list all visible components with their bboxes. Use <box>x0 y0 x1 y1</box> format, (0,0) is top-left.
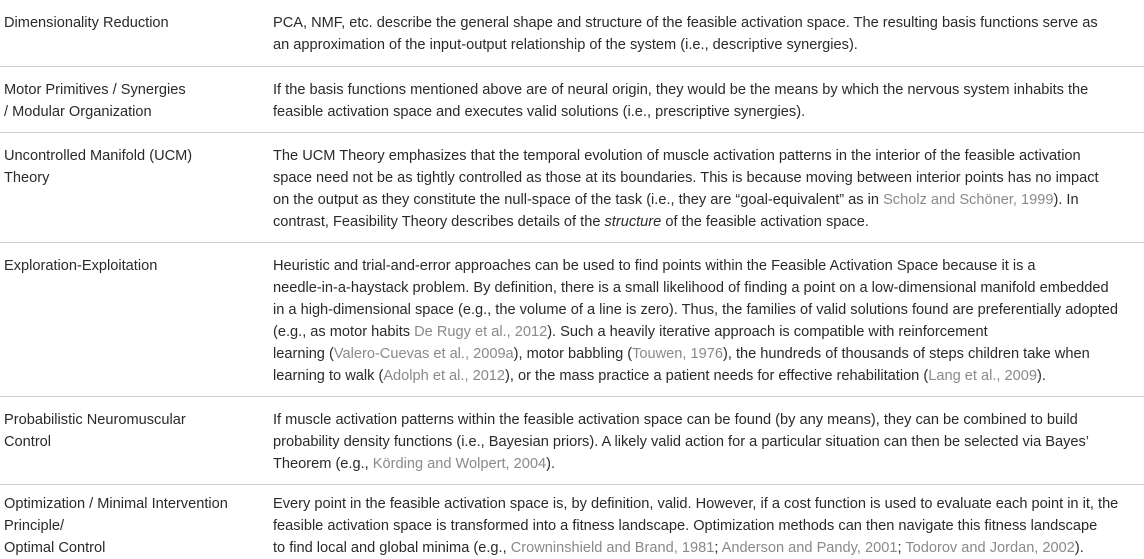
citation-link[interactable]: Scholz and Schöner, 1999 <box>883 192 1054 208</box>
table-row <box>0 484 1144 556</box>
row-description <box>273 12 1141 56</box>
row-term <box>4 493 236 559</box>
description-line <box>273 12 1141 34</box>
description-line <box>273 145 1141 167</box>
text-segment: (e.g., as motor habits <box>273 324 415 340</box>
text-segment: ). Such a heavily iterative approach is compatible with reinforcement <box>547 324 988 340</box>
description-line <box>273 255 1141 277</box>
text-segment: in a high-dimensional space (e.g., the volume of a line is zero). Thus, the families of valid solutions found are preferentially adopted <box>273 302 1119 318</box>
description-line <box>273 299 1141 321</box>
term-line: Dimensionality Reduction <box>4 15 169 31</box>
description-line <box>273 515 1141 537</box>
text-segment: If muscle activation patterns within the feasible activation space can be found (by any means), they can be combined to build <box>273 412 1078 428</box>
description-line <box>273 537 1141 559</box>
citation-link[interactable]: Valero-Cuevas et al., 2009a <box>333 346 514 362</box>
term-line: Theory <box>4 170 50 186</box>
description-line <box>273 453 1141 475</box>
description-line <box>273 277 1141 299</box>
table-row <box>0 132 1144 243</box>
row-description <box>273 255 1141 387</box>
table-row <box>0 0 1144 66</box>
term-line: / Modular Organization <box>4 104 152 120</box>
text-segment: probability density functions (i.e., Bayesian priors). A likely valid action for a particular situation can then be selected via Bayes’ <box>273 434 1090 450</box>
citation-link[interactable]: Touwen, 1976 <box>632 346 723 362</box>
text-segment: ). <box>1074 540 1084 556</box>
text-segment: ; <box>897 540 906 556</box>
text-segment: Every point in the feasible activation space is, by definition, valid. However, if a cost function is used to evaluate each point in it, the <box>273 496 1119 512</box>
table-row <box>0 66 1144 133</box>
term-line: Optimal Control <box>4 540 106 556</box>
text-segment: learning ( <box>273 346 334 362</box>
text-segment: needle-in-a-haystack problem. By definition, there is a small likelihood of finding a point on a low-dimensional manifold embedded <box>273 280 1109 296</box>
row-term <box>4 79 236 123</box>
description-line <box>273 34 1141 56</box>
description-line <box>273 189 1141 211</box>
text-segment: Theorem (e.g., <box>273 456 373 472</box>
description-line <box>273 321 1141 343</box>
description-line <box>273 365 1141 387</box>
citation-link[interactable]: Crowninshield and Brand, 1981 <box>510 540 715 556</box>
term-line: Optimization / Minimal Intervention <box>4 496 228 512</box>
text-segment: of the feasible activation space. <box>661 214 869 230</box>
text-segment: to find local and global minima (e.g., <box>273 540 511 556</box>
row-term <box>4 145 236 189</box>
term-line: Probabilistic Neuromuscular <box>4 412 186 428</box>
row-description <box>273 409 1141 475</box>
text-segment: on the output as they constitute the null-space of the task (i.e., they are “goal-equivalent” as in <box>273 192 884 208</box>
text-segment: feasible activation space is transformed into a fitness landscape. Optimization methods can then navigate this fitness landscape <box>273 518 1098 534</box>
description-line <box>273 211 1141 233</box>
text-segment: ). <box>1036 368 1046 384</box>
row-term <box>4 409 236 453</box>
text-segment: feasible activation space and executes valid solutions (i.e., prescriptive synergies). <box>273 104 806 120</box>
citation-link[interactable]: Adolph et al., 2012 <box>383 368 506 384</box>
text-segment: ), motor babbling ( <box>513 346 633 362</box>
text-segment: ). <box>546 456 556 472</box>
term-line: Motor Primitives / Synergies <box>4 82 186 98</box>
text-segment: PCA, NMF, etc. describe the general shape and structure of the feasible activation space. The resulting basis functions serve as <box>273 15 1098 31</box>
description-line <box>273 79 1141 101</box>
citation-link[interactable]: Lang et al., 2009 <box>928 368 1037 384</box>
term-line: Uncontrolled Manifold (UCM) <box>4 148 193 164</box>
citation-link[interactable]: Anderson and Pandy, 2001 <box>721 540 898 556</box>
text-segment: The UCM Theory emphasizes that the temporal evolution of muscle activation patterns in the interior of the feasible activation <box>273 148 1081 164</box>
row-description <box>273 79 1141 123</box>
text-segment: ). In <box>1053 192 1079 208</box>
row-description <box>273 493 1141 559</box>
description-line <box>273 167 1141 189</box>
text-segment: Heuristic and trial-and-error approaches can be used to find points within the Feasible Activation Space because it is a <box>273 258 1036 274</box>
term-line: Control <box>4 434 52 450</box>
text-segment: ), the hundreds of thousands of steps children take when <box>723 346 1090 362</box>
text-segment: learning to walk ( <box>273 368 384 384</box>
term-line: Principle/ <box>4 518 65 534</box>
row-term <box>4 255 236 277</box>
text-segment: space need not be as tightly controlled as those at its boundaries. This is because moving between interior points has no impact <box>273 170 1099 186</box>
citation-link[interactable]: Körding and Wolpert, 2004 <box>372 456 547 472</box>
emphasis-text: structure <box>604 214 662 230</box>
description-line <box>273 431 1141 453</box>
row-term <box>4 12 236 34</box>
table-row <box>0 396 1144 485</box>
citation-link[interactable]: Todorov and Jordan, 2002 <box>905 540 1075 556</box>
text-segment: contrast, Feasibility Theory describes details of the <box>273 214 605 230</box>
citation-link[interactable]: De Rugy et al., 2012 <box>414 324 548 340</box>
text-segment: If the basis functions mentioned above are of neural origin, they would be the means by which the nervous system inhabits the <box>273 82 1089 98</box>
description-line <box>273 409 1141 431</box>
description-line <box>273 343 1141 365</box>
row-description <box>273 145 1141 233</box>
description-line <box>273 493 1141 515</box>
table-row <box>0 242 1144 397</box>
text-segment: ), or the mass practice a patient needs for effective rehabilitation ( <box>505 368 929 384</box>
description-line <box>273 101 1141 123</box>
term-line: Exploration-Exploitation <box>4 258 158 274</box>
text-segment: an approximation of the input-output relationship of the system (i.e., descriptive synergies). <box>273 37 858 53</box>
text-segment: ; <box>714 540 722 556</box>
